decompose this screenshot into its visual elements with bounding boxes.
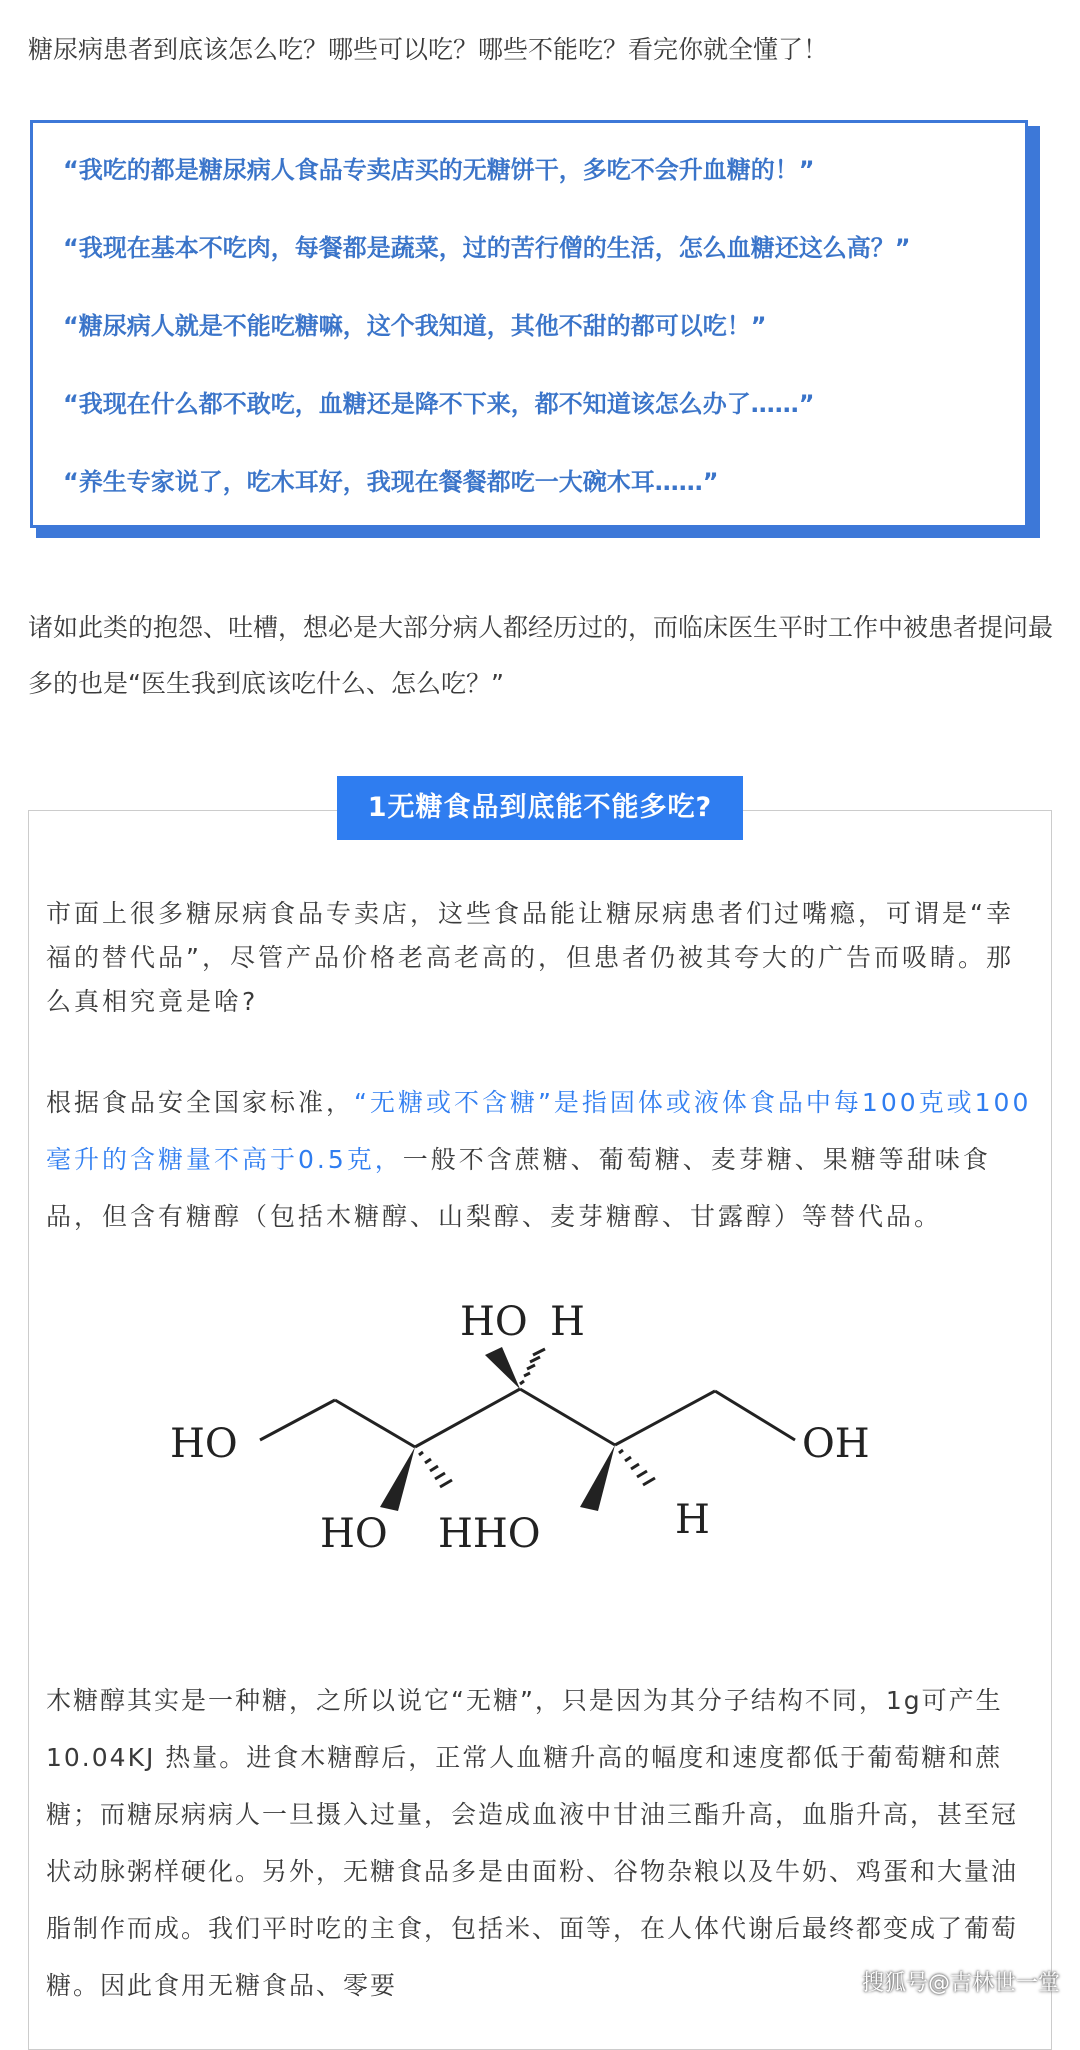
xylitol-structure-diagram [170, 1285, 910, 1615]
wedge-bond [380, 1447, 415, 1511]
molecule-label: OH [802, 1421, 870, 1467]
molecule-label: HHO [438, 1511, 541, 1557]
wedge-bond [580, 1445, 615, 1511]
complaint-paragraph: 诸如此类的抱怨、吐槽，想必是大部分病人都经历过的，而临床医生平时工作中被患者提问最多的也是“医生我到底该吃什么、怎么吃？” [28, 613, 1054, 698]
section-paragraph-2 [46, 1074, 1036, 1245]
paragraph-text: 根据食品安全国家标准， [46, 1088, 355, 1117]
molecule-label: HO [320, 1511, 388, 1557]
highlighted-definition: “无糖或不含糖”是指固体或液体食品中每100克或100毫升的含糖量不高于0.5克， [46, 1088, 1032, 1174]
quote-line: “我现在基本不吃肉，每餐都是蔬菜，过的苦行僧的生活，怎么血糖还这么高？” [63, 234, 911, 262]
intro-text: 糖尿病患者到底该怎么吃？哪些可以吃？哪些不能吃？看完你就全懂了！ [28, 35, 829, 64]
quote-line: “我吃的都是糖尿病人食品专卖店买的无糖饼干，多吃不会升血糖的！” [63, 156, 815, 184]
wedge-bond [485, 1347, 520, 1389]
molecule-label: HO [460, 1299, 528, 1345]
molecule-label: H [675, 1497, 710, 1543]
molecule-label: HO [170, 1421, 238, 1467]
section-title: 1无糖食品到底能不能多吃? [337, 776, 743, 840]
quote-box [30, 120, 1028, 528]
molecule-label: H [550, 1299, 585, 1345]
section-paragraph-1: 市面上很多糖尿病食品专卖店，这些食品能让糖尿病患者们过嘴瘾，可谓是“幸福的替代品”，尽管产品价格老高老高的，但患者仍被其夸大的广告而吸睛。那么真相究竟是啥? [46, 899, 1014, 1016]
section-paragraph-3: 木糖醇其实是一种糖，之所以说它“无糖”，只是因为其分子结构不同，1g可产生10.04KJ 热量。进食木糖醇后，正常人血糖升高的幅度和速度都低于葡萄糖和蔗糖；而糖尿病病人一旦摄入过量，会造成血液中甘油三酯升高，血脂升高，甚至冠状动脉粥样硬化。另外，无糖食品多是由面粉、谷物杂粮以及牛奶、鸡蛋和大量油脂制作而成。我们平时吃的主食，包括米、面等，在人体代谢后最终都变成了葡萄糖。因此食用无糖食品、零要 [46, 1686, 1019, 2000]
quote-line: “养生专家说了，吃木耳好，我现在餐餐都吃一大碗木耳……” [63, 468, 719, 496]
paragraph-text: 一般不含蔗糖、葡萄糖、麦芽糖、果糖等甜味食品，但含有糖醇（包括木糖醇、山梨醇、麦芽糖醇、甘露醇）等替代品。 [46, 1145, 991, 1231]
quote-line: “我现在什么都不敢吃，血糖还是降不下来，都不知道该怎么办了……” [63, 390, 815, 418]
quote-line: “糖尿病人就是不能吃糖嘛，这个我知道，其他不甜的都可以吃！” [63, 312, 767, 340]
watermark: 搜狐号@吉林世一堂 [861, 1971, 1060, 1996]
